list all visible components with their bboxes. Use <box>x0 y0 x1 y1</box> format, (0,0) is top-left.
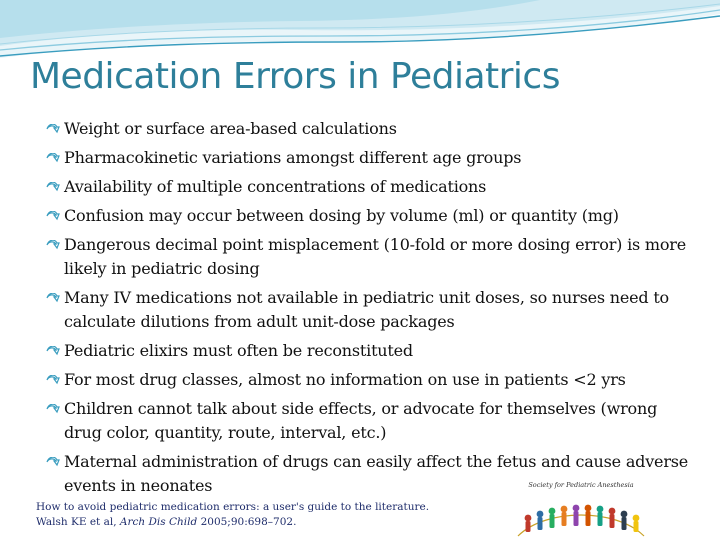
bullet-list <box>44 117 694 503</box>
bullet-text: Many IV medications not available in pediatric unit doses, so nurses need to calculate dilutions from adult unit-dose packages <box>64 288 669 331</box>
society-logo <box>506 478 656 538</box>
bullet-text: Availability of multiple concentrations of medications <box>64 177 487 196</box>
rounded-arrow-bullet-icon <box>46 457 60 467</box>
bullet-item <box>44 146 694 170</box>
citation-authors: Walsh KE et al, <box>36 516 117 528</box>
rounded-arrow-bullet-icon <box>46 182 60 192</box>
bullet-item <box>44 286 694 334</box>
bullet-item <box>44 117 694 141</box>
bullet-item <box>44 175 694 199</box>
rounded-arrow-bullet-icon <box>46 240 60 250</box>
bullet-text: Dangerous decimal point misplacement (10-fold or more dosing error) is more likely in pediatric dosing <box>64 235 687 278</box>
citation-source <box>36 515 429 530</box>
citation-journal: Arch Dis Child <box>119 516 198 528</box>
bullet-item <box>44 204 694 228</box>
bullet-text: Weight or surface area-based calculations <box>64 119 397 138</box>
slide-title: Medication Errors in Pediatrics <box>30 56 560 97</box>
bullet-text: Maternal administration of drugs can easily affect the fetus and cause adverse events in neonates <box>64 452 689 495</box>
bullet-text: For most drug classes, almost no information on use in patients <2 yrs <box>64 370 626 389</box>
logo-text: Society for Pediatric Anesthesia <box>528 481 634 489</box>
bullet-item <box>44 397 694 445</box>
bullet-text: Pharmacokinetic variations amongst different age groups <box>64 148 522 167</box>
bullet-text: Confusion may occur between dosing by volume (ml) or quantity (mg) <box>64 206 619 225</box>
citation <box>36 500 429 530</box>
bullet-item <box>44 233 694 281</box>
rounded-arrow-bullet-icon <box>46 124 60 134</box>
bullet-item <box>44 368 694 392</box>
rounded-arrow-bullet-icon <box>46 375 60 385</box>
citation-title: How to avoid pediatric medication errors: a user's guide to the literature. <box>36 501 430 513</box>
rounded-arrow-bullet-icon <box>46 153 60 163</box>
rounded-arrow-bullet-icon <box>46 293 60 303</box>
bullet-text: Children cannot talk about side effects, or advocate for themselves (wrong drug color, quantity, route, interval, etc.) <box>64 399 658 442</box>
citation-ref: 2005;90:698–702. <box>200 516 297 528</box>
bullet-item <box>44 339 694 363</box>
rounded-arrow-bullet-icon <box>46 404 60 414</box>
rounded-arrow-bullet-icon <box>46 346 60 356</box>
bullet-text: Pediatric elixirs must often be reconstituted <box>64 341 413 360</box>
rounded-arrow-bullet-icon <box>46 211 60 221</box>
